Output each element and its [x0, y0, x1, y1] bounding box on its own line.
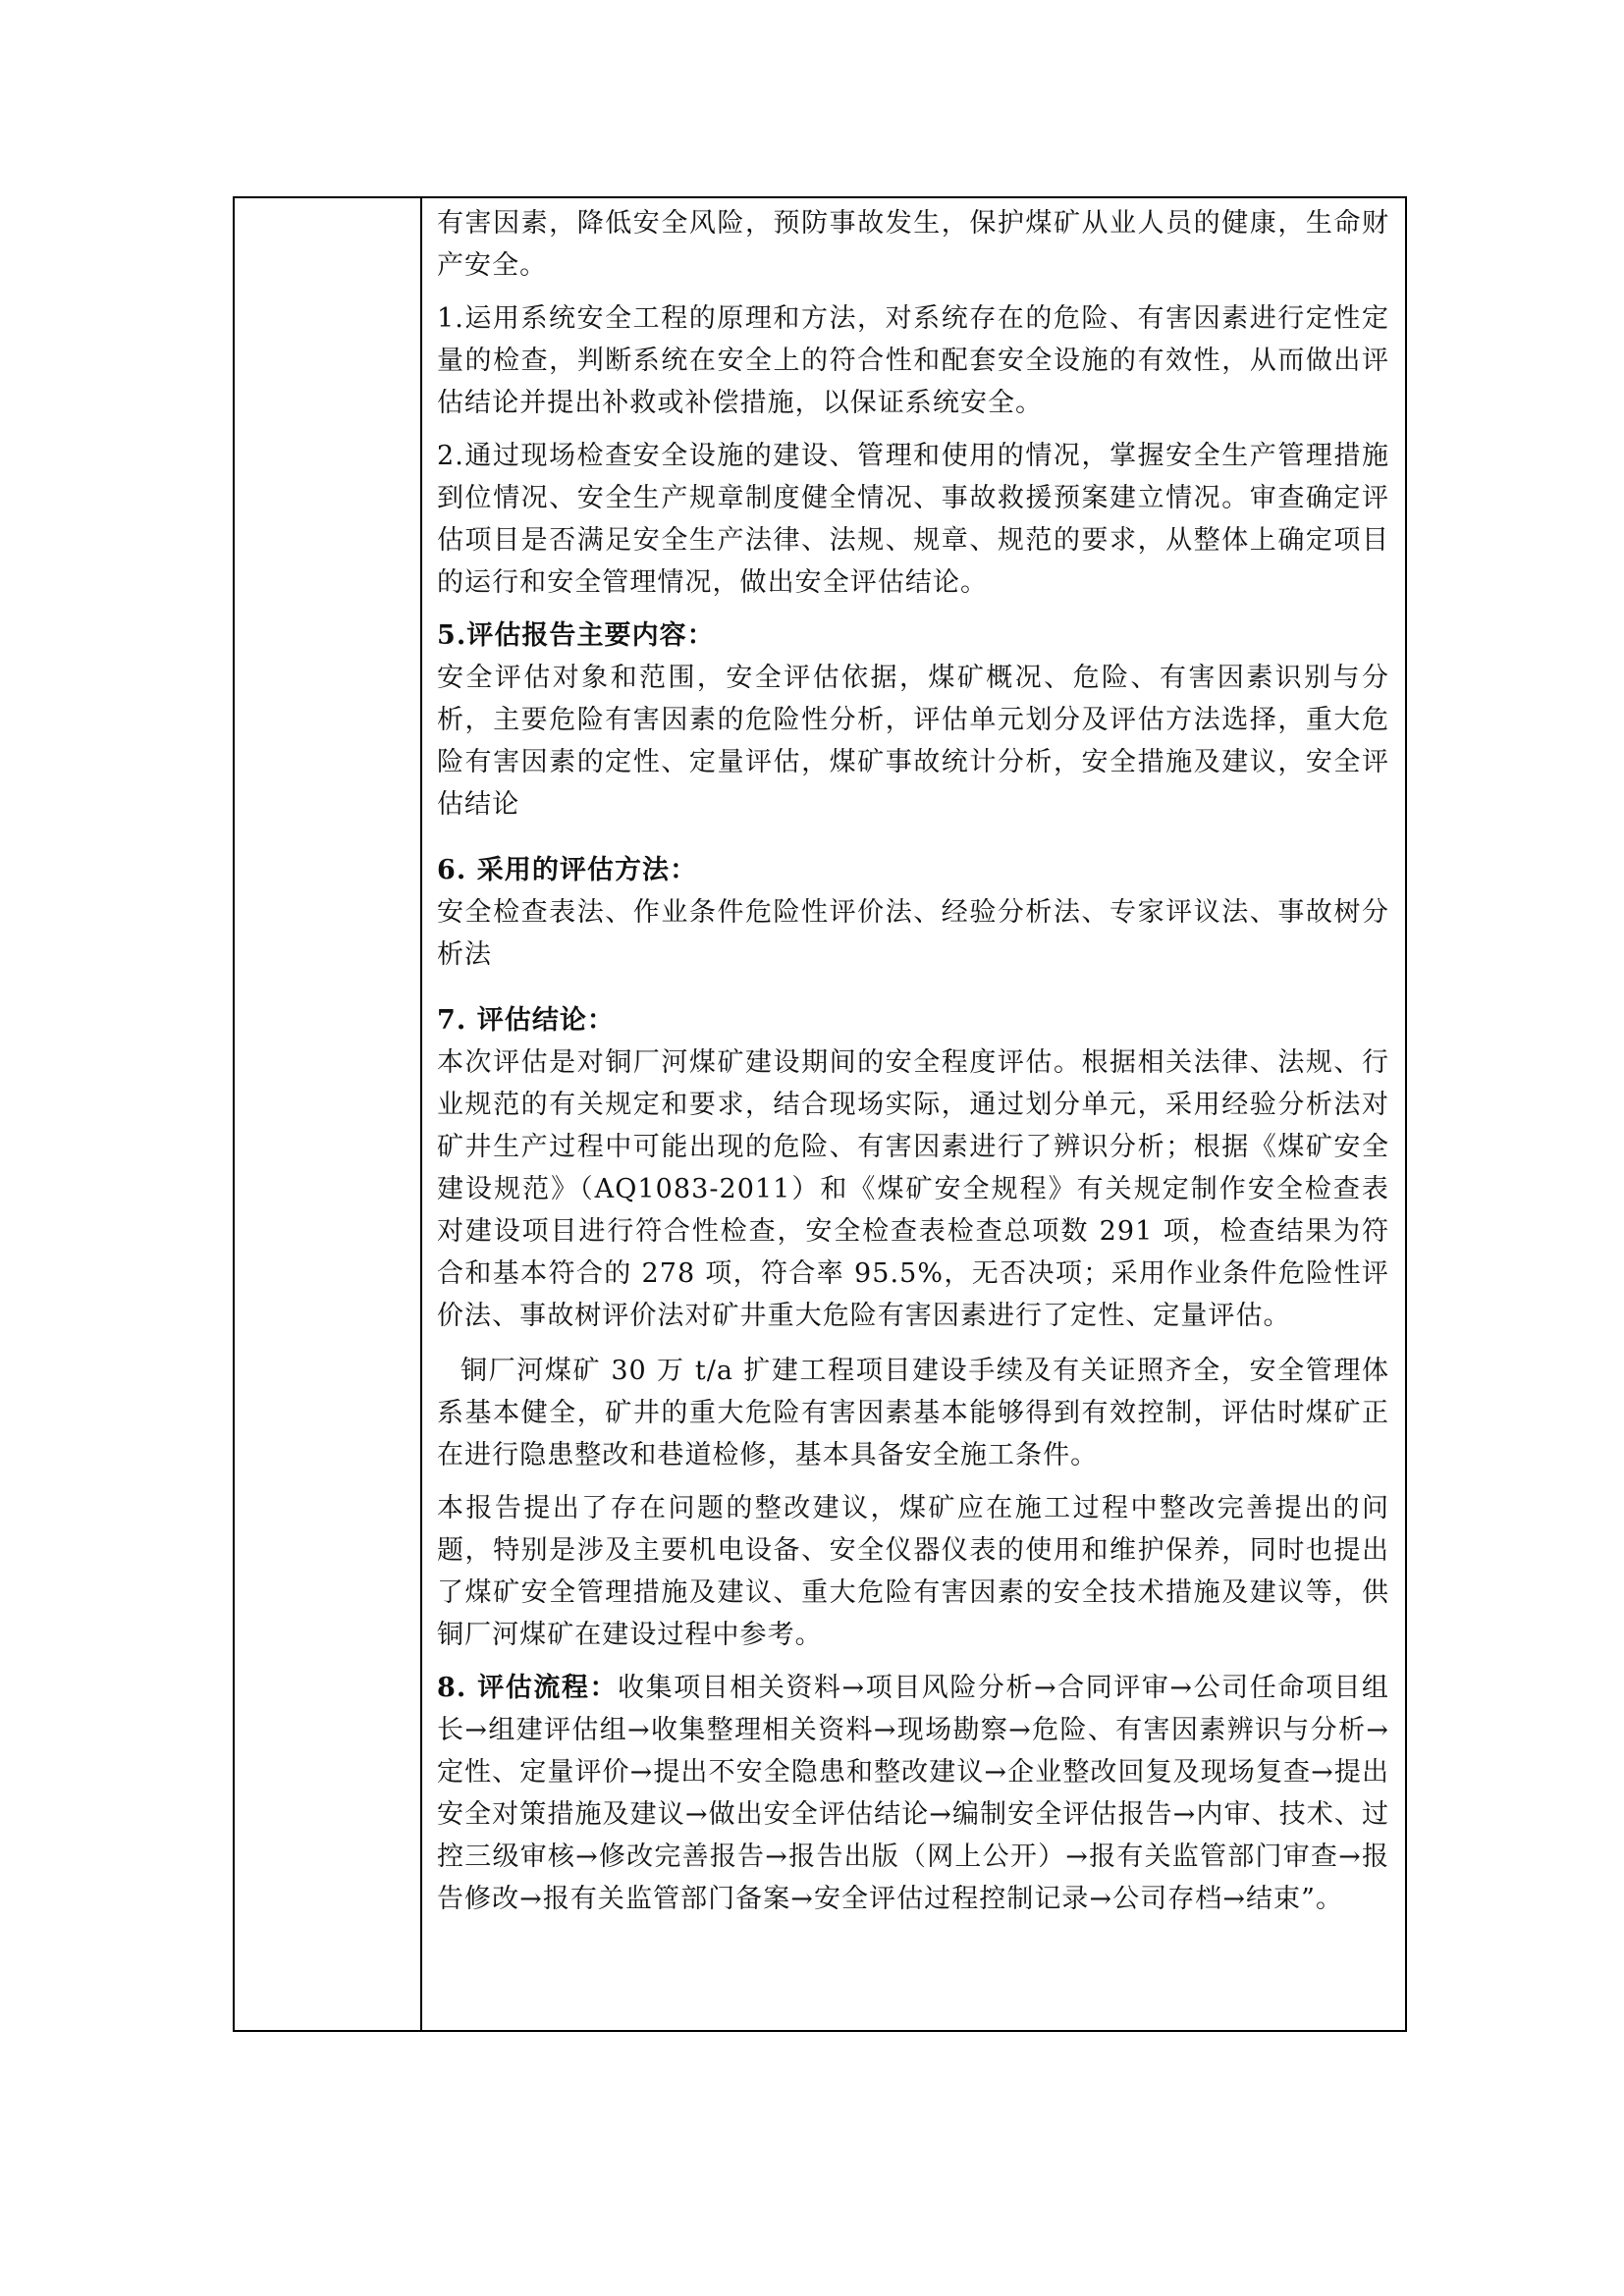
section-7-heading: 7. 评估结论： — [437, 1005, 615, 1036]
section-8-body: 收集项目相关资料→项目风险分析→合同评审→公司任命项目组长→组建评估组→收集整理相关资料→现场勘察→危险、有害因素辨识与分析→定性、定量评价→提出不安全隐患和整改建议→企业整改回复及现场复查→提出安全对策措施及建议→做出安全评估结论→编制安全评估报告→内审、技术、过控三级审核→修改完善报告→报告出版（网上公开）→报有关监管部门审查→报告修改→报有关监管部门备案→安全评估过程控制记录→公司存档→结束”。 — [437, 1673, 1389, 1914]
principle-paragraph-2: 2.通过现场检查安全设施的建设、管理和使用的情况，掌握安全生产管理措施到位情况、安全生产规章制度健全情况、事故救援预案建立情况。审查确定评估项目是否满足安全生产法律、法规、规章、规范的要求，从整体上确定项目的运行和安全管理情况，做出安全评估结论。 — [437, 441, 1389, 598]
section-7-conclusion-paragraph-2: 铜厂河煤矿 30 万 t/a 扩建工程项目建设手续及有关证照齐全，安全管理体系基本健全，矿井的重大危险有害因素基本能够得到有效控制，评估时煤矿正在进行隐患整改和巷道检修，基本具备安全施工条件。 — [437, 1356, 1389, 1470]
table-content-column — [422, 198, 1405, 1920]
continued-paragraph: 有害因素，降低安全风险，预防事故发生，保护煤矿从业人员的健康，生命财产安全。 — [437, 208, 1389, 281]
principle-paragraph-1: 1.运用系统安全工程的原理和方法，对系统存在的危险、有害因素进行定性定量的检查，判断系统在安全上的符合性和配套安全设施的有效性，从而做出评估结论并提出补救或补偿措施，以保证系统安全。 — [437, 303, 1389, 418]
table-label-column — [235, 198, 422, 2030]
section-5-body: 安全评估对象和范围，安全评估依据，煤矿概况、危险、有害因素识别与分析，主要危险有害因素的危险性分析，评估单元划分及评估方法选择，重大危险有害因素的定性、定量评估，煤矿事故统计分析，安全措施及建议，安全评估结论 — [437, 663, 1389, 820]
section-6-heading: 6. 采用的评估方法： — [437, 855, 698, 885]
section-8-heading: 8. 评估流程： — [437, 1673, 619, 1703]
section-5-heading: 5.评估报告主要内容： — [437, 620, 715, 651]
section-6-body: 安全检查表法、作业条件危险性评价法、经验分析法、专家评议法、事故树分析法 — [437, 897, 1389, 970]
report-table — [233, 196, 1407, 2032]
section-7-conclusion-paragraph-1: 本次评估是对铜厂河煤矿建设期间的安全程度评估。根据相关法律、法规、行业规范的有关规定和要求，结合现场实际，通过划分单元，采用经验分析法对矿井生产过程中可能出现的危险、有害因素进行了辨识分析；根据《煤矿安全建设规范》（AQ1083-2011）和《煤矿安全规程》有关规定制作安全检查表对建设项目进行符合性检查，安全检查表检查总项数 291 项，检查结果为符合和基本符合的 278 项，符合率 95.5%，无否决项；采用作业条件危险性评价法、事故树评价法对矿井重大危险有害因素进行了定性、定量评估。 — [437, 1047, 1389, 1331]
section-7-conclusion-paragraph-3: 本报告提出了存在问题的整改建议，煤矿应在施工过程中整改完善提出的问题，特别是涉及主要机电设备、安全仪器仪表的使用和维护保养，同时也提出了煤矿安全管理措施及建议、重大危险有害因素的安全技术措施及建议等，供铜厂河煤矿在建设过程中参考。 — [437, 1493, 1389, 1650]
section-8-paragraph — [437, 1667, 1389, 1920]
